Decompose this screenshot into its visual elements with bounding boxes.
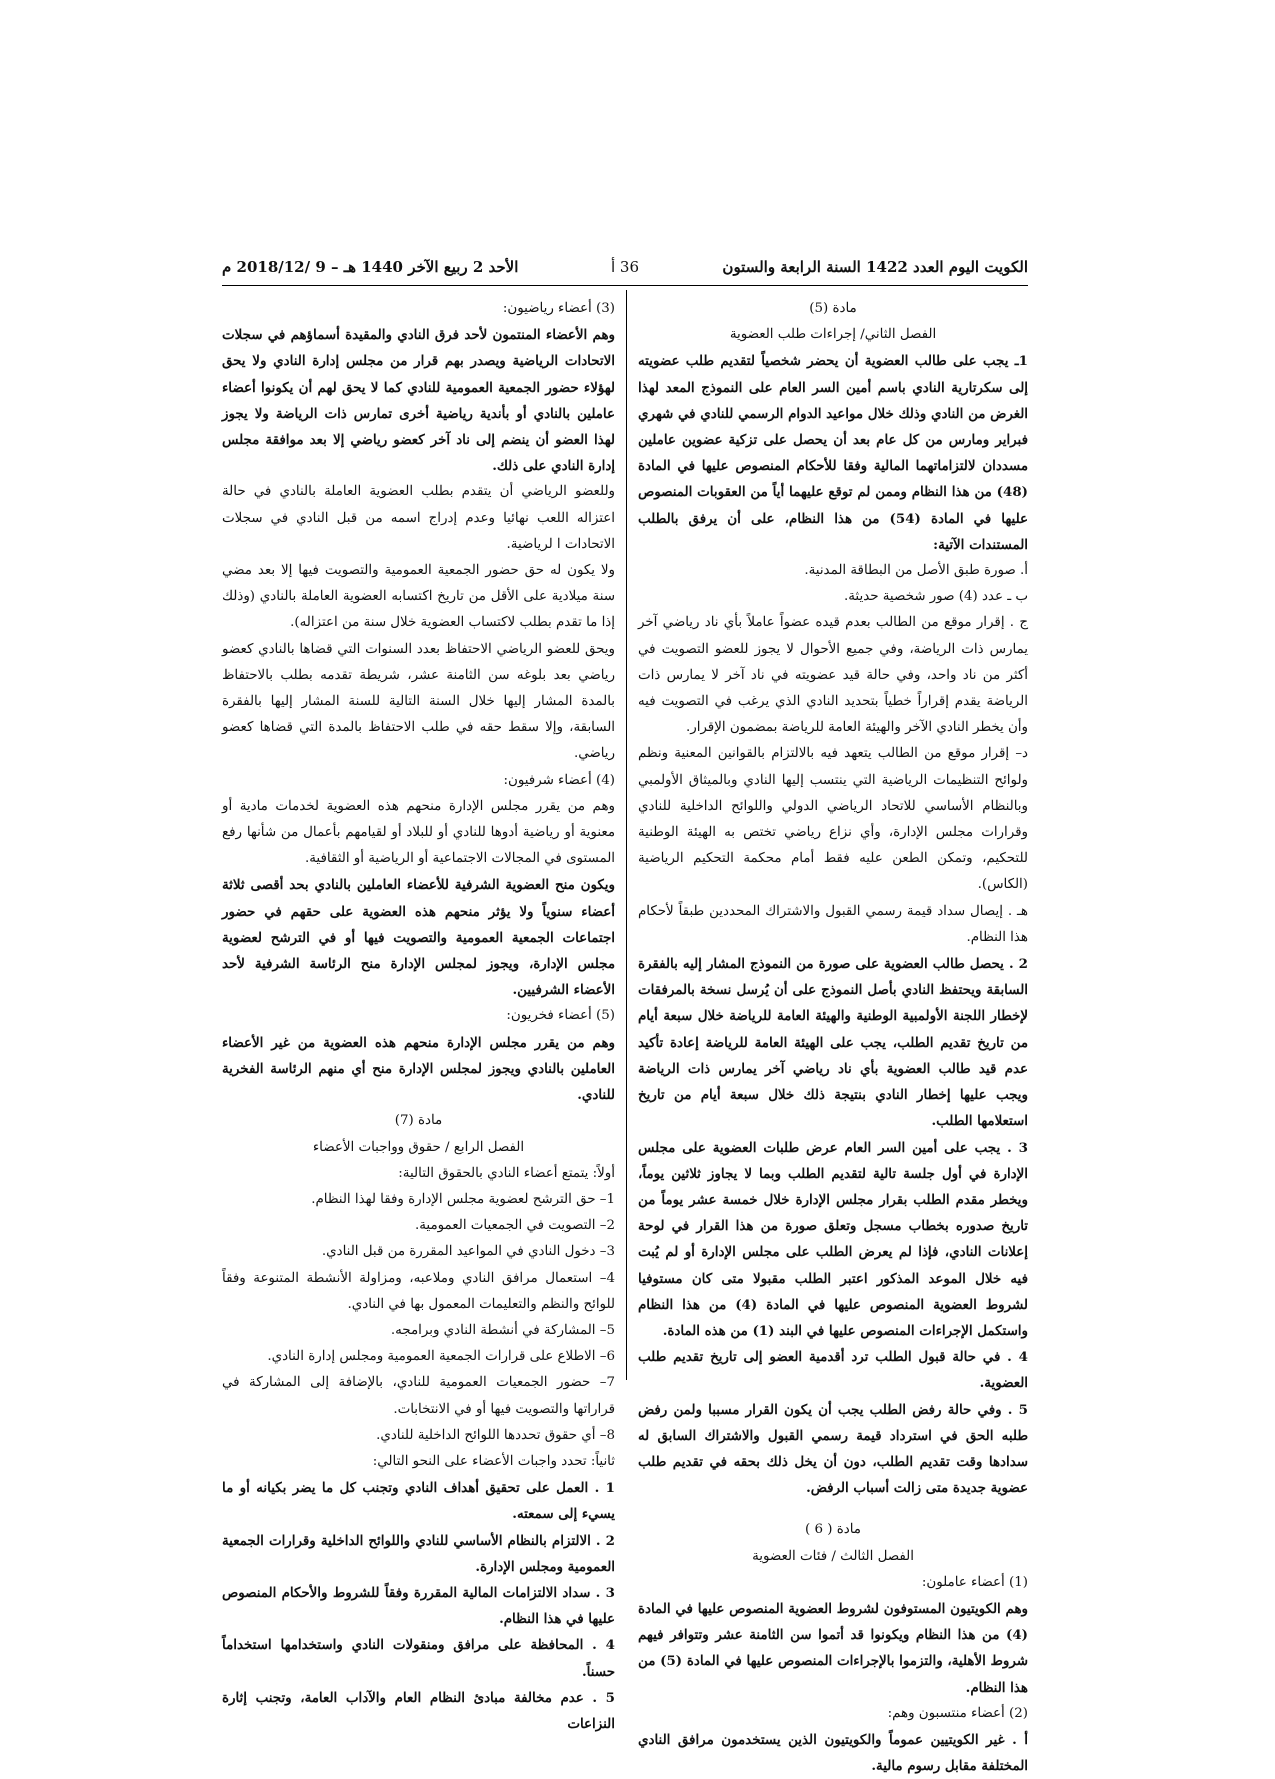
right-column-paragraph: (1) أعضاء عاملون: — [921, 1574, 1028, 1590]
right-column-paragraph: وهم الكويتيون المستوفون لشروط العضوية المنصوص عليها في المادة (4) من هذا النظام ويكونوا قد أتموا سن الثامنة عشر وتتوافر فيهم شروط الأهلية، والتزموا بالإجراءات المنصوص عليها في المادة (5) من هذا النظام. — [638, 1600, 1029, 1696]
left-column-paragraph: 3 . سداد الالتزامات المالية المقررة وفقاً للشروط والأحكام المنصوص عليها في هذا النظام. — [222, 1584, 615, 1628]
right-column-paragraph: ب ـ عدد (4) صور شخصية حديثة. — [843, 589, 1028, 605]
header-rule — [222, 285, 1028, 286]
left-column-paragraph: 4 . المحافظة على مرافق ومنقولات النادي واستخدامها استخداماً حسناً. — [222, 1637, 615, 1680]
right-column — [638, 296, 1028, 1779]
left-column — [222, 296, 615, 1737]
right-column-paragraph: أ. صورة طبق الأصل من البطاقة المدنية. — [804, 563, 1028, 579]
right-column-paragraph: 2 . يحصل طالب العضوية على صورة من النموذج المشار إليه بالفقرة السابقة ويحتفظ النادي بأصل النموذج على أن يُرسل نسخة بالمرفقات لإخطار اللجنة الأولمبية الوطنية والهيئة العامة للرياضة خلال سبعة أيام من تاريخ تقديم الطلب، يجب على الهيئة العامة للرياضة إعادة تأكيد عدم قيد طالب العضوية بأي ناد رياضي آخر يمارس ذات الرياضة ويجب عليها إخطار النادي بنتيجة ذلك خلال سبعة أيام من تاريخ استعلامها الطلب. — [638, 956, 1028, 1130]
left-column-paragraph: 3– دخول النادي في المواعيد المقررة من قبل النادي. — [321, 1244, 615, 1260]
page-number: 36 أ — [610, 258, 640, 276]
left-column-paragraph: ولا يكون له حق حضور الجمعية العمومية والتصويت فيها إلا بعد مضي سنة ميلادية على الأقل من تاريخ اكتسابه العضوية العاملة بالنادي (وذلك إذا ما تقدم بطلب لاكتساب العضوية خلال سنة من اعتزاله). — [222, 563, 615, 631]
left-column-paragraph: (5) أعضاء فخريون: — [506, 1008, 615, 1024]
right-column-paragraph: د– إقرار موقع من الطالب يتعهد فيه بالالتزام بالقوانين المعنية ونظم ولوائح التنظيمات الرياضية التي ينتسب إليها النادي وبالميثاق الأولمبي وبالنظام الأساسي للاتحاد الرياضي الدولي واللوائح الداخلية للنادي وقرارات مجلس الإدارة، وأي نزاع رياضي تختص به الهيئة الوطنية للتحكيم، وتمكن الطعن عليه فقط أمام محكمة التحكيم الرياضية (الكاس). — [638, 746, 1028, 893]
left-column-paragraph: 7– حضور الجمعيات العمومية للنادي، بالإضافة إلى المشاركة في قراراتها والتصويت فيها أو في الانتخابات. — [222, 1375, 615, 1417]
page-header — [222, 256, 1028, 286]
right-column-paragraph: (2) أعضاء منتسبون وهم: — [887, 1705, 1028, 1721]
right-column-paragraph: 1ـ يجب على طالب العضوية أن يحضر شخصياً لتقديم طلب عضويته إلى سكرتارية النادي باسم أمين السر العام على النموذج المعد لهذا الغرض من النادي وذلك خلال مواعيد الدوام الرسمي للنادي في شهري فبراير ومارس من كل عام بعد أن يحصل على تزكية عضوين عاملين مسددان لالتزاماتهما المالية وفقا للأحكام المنصوص عليها في المادة (48) من هذا النظام وممن لم توقع عليهما أياً من العقوبات المنصوص عليها في المادة (54) من هذا النظام، على أن يرفق بالطلب المستندات الآتية: — [638, 353, 1028, 553]
left-column-paragraph: 1– حق الترشح لعضوية مجلس الإدارة وفقا لهذا النظام. — [311, 1191, 615, 1207]
left-column-paragraph: 2 . الالتزام بالنظام الأساسي للنادي واللوائح الداخلية وقرارات الجمعية العمومية ومجلس الإدارة. — [222, 1532, 615, 1575]
left-column-paragraph: 4– استعمال مرافق النادي وملاعبه، ومزاولة الأنشطة المتنوعة وفقاً للوائح والنظم والتعليمات المعمول بها في النادي. — [222, 1270, 615, 1312]
left-column-paragraph: (4) أعضاء شرفيون: — [503, 772, 615, 788]
left-column-paragraph: (3) أعضاء رياضيون: — [502, 301, 615, 316]
left-column-paragraph: وهم من يقرر مجلس الإدارة منحهم هذه العضوية لخدمات مادية أو معنوية أو رياضية أدوها للنادي أو للبلاد أو لقيامهم بأعمال من شأنها رفع المستوى في المجالات الاجتماعية أو الرياضية أو الثقافية. — [222, 798, 615, 867]
left-column-paragraph: ويحق للعضو الرياضي الاحتفاظ بعدد السنوات التي قضاها بالنادي كعضو رياضي بعد بلوغه سن الثامنة عشر، شريطة تقدمه بطلب بالاحتفاظ بالمدة المشار إليها خلال السنة التالية للسنة المشار إليها بالفقرة السابقة، وإلا سقط حقه في طلب الاحتفاظ بالمدة التي قضاها كعضو رياضي. — [222, 641, 615, 762]
left-column-paragraph: 1 . العمل على تحقيق أهداف النادي وتجنب كل ما يضر بكيانه أو ما يسيء إلى سمعته. — [222, 1480, 615, 1523]
left-column-paragraph: 5 . عدم مخالفة مبادئ النظام العام والآداب العامة، وتجنب إثارة النزاعات — [222, 1689, 615, 1732]
left-column-paragraph: وهم الأعضاء المنتمون لأحد فرق النادي والمقيدة أسماؤهم في سجلات الاتحادات الرياضية ويصدر بهم قرار من مجلس إدارة النادي ولا يحق لهؤلاء حضور الجمعية العمومية للنادي كما لا يحق لهم أن يكونوا أعضاء عاملين بالنادي أو بأندية رياضية أخرى تمارس ذات الرياضة ولا يجوز لهذا العضو أن ينضم إلى ناد آخر كعضو رياضي إلا بعد موافقة مجلس إدارة النادي على ذلك. — [222, 327, 615, 475]
right-column-paragraph: 4 . في حالة قبول الطلب ترد أقدمية العضو إلى تاريخ تقديم طلب العضوية. — [638, 1349, 1028, 1392]
gazette-issue: الكويت اليوم العدد 1422 السنة الرابعة والستون — [722, 258, 1028, 276]
right-column-paragraph: 5 . وفي حالة رفض الطلب يجب أن يكون القرار مسببا ولمن رفض طلبه الحق في استرداد قيمة رسمي القبول والاشتراك السابق له سدادها وقت تقديم الطلب، دون أن يخل ذلك بحقه في تقديم طلب عضوية جديدة متى زالت أسباب الرفض. — [638, 1401, 1028, 1497]
left-column-paragraph: ثانياً: تحدد واجبات الأعضاء على النحو التالي: — [372, 1453, 615, 1469]
left-column-paragraph: 6– الاطلاع على قرارات الجمعية العمومية ومجلس إدارة النادي. — [267, 1349, 615, 1365]
left-column-paragraph: ويكون منح العضوية الشرفية للأعضاء العاملين بالنادي بحد أقصى ثلاثة أعضاء سنوياً ولا يؤثر منحهم هذه العضوية على حقهم في حضور اجتماعات الجمعية العمومية والتصويت فيها أو في الترشح لعضوية مجلس الإدارة، ويجوز لمجلس الإدارة منح الرئاسة الشرفية لأحد الأعضاء الشرفيين. — [222, 877, 615, 999]
left-column-paragraph: وللعضو الرياضي أن يتقدم بطلب العضوية العاملة بالنادي في حالة اعتزاله اللعب نهائيا وعدم إدراج اسمه من قبل النادي في سجلات الاتحادات ا لرياضية. — [222, 484, 615, 552]
left-column-paragraph: الفصل الرابع / حقوق وواجبات الأعضاء — [312, 1139, 525, 1155]
left-column-paragraph: 5– المشاركة في أنشطة النادي وبرامجه. — [390, 1322, 615, 1338]
right-column-paragraph: الفصل الثاني/ إجراءات طلب العضوية — [729, 327, 937, 343]
right-column-paragraph: هـ . إيصال سداد قيمة رسمي القبول والاشتراك المحددين طبقاً لأحكام هذا النظام. — [638, 903, 1028, 945]
column-divider — [626, 290, 627, 1380]
right-column-paragraph: أ . غير الكويتيين عموماً والكويتيون الذين يستخدمون مرافق النادي المختلفة مقابل رسوم مالية. — [638, 1731, 1028, 1775]
right-column-paragraph: مادة (5) — [809, 301, 857, 316]
issue-date: الأحد 2 ربيع الآخر 1440 هـ – 9 /2018/12 م — [222, 258, 519, 276]
left-column-paragraph: 8– أي حقوق تحددها اللوائح الداخلية للنادي. — [376, 1427, 615, 1443]
right-column-paragraph: الفصل الثالث / فئات العضوية — [752, 1548, 914, 1564]
right-column-paragraph: 3 . يجب على أمين السر العام عرض طلبات العضوية على مجلس الإدارة في أول جلسة تالية لتقديم الطلب وبما لا يجاوز ثلاثين يوماً، ويخطر مقدم الطلب بقرار مجلس الإدارة خلال خمسة عشر يوماً من تاريخ صدوره بخطاب مسجل وتعلق صورة من هذا القرار في لوحة إعلانات النادي، فإذا لم يعرض الطلب على مجلس الإدارة أو لم يُبت فيه خلال الموعد المذكور اعتبر الطلب مقبولا متى كان مستوفيا لشروط العضوية المنصوص عليها في المادة (4) من هذا النظام واستكمل الإجراءات المنصوص عليها في البند (1) من هذه المادة. — [638, 1139, 1028, 1339]
right-column-paragraph — [638, 1501, 1028, 1517]
left-column-paragraph: مادة (7) — [394, 1113, 443, 1129]
right-column-paragraph: ج . إقرار موقع من الطالب بعدم قيده عضواً عاملاً بأي ناد رياضي آخر يمارس ذات الرياضة، وفي جميع الأحوال لا يجوز للعضو التصويت في أكثر من ناد واحد، وفي حالة قيد عضويته في ناد آخر لا يمارس ذات الرياضة يقدم إقراراً خطياً بتحديد النادي الذي يرغب في التصويت فيه وأن يخطر النادي الآخر والهيئة العامة للرياضة بمضمون الإقرار. — [638, 615, 1028, 736]
left-column-paragraph: 2– التصويت في الجمعيات العمومية. — [414, 1218, 615, 1234]
left-column-paragraph: وهم من يقرر مجلس الإدارة منحهم هذه العضوية من غير الأعضاء العاملين بالنادي ويجوز لمجلس الإدارة منح أي منهم الرئاسة الفخرية للنادي. — [222, 1034, 615, 1104]
right-column-paragraph: مادة ( 6 ) — [805, 1522, 861, 1538]
left-column-paragraph: أولاً: يتمتع أعضاء النادي بالحقوق التالية: — [398, 1165, 615, 1181]
